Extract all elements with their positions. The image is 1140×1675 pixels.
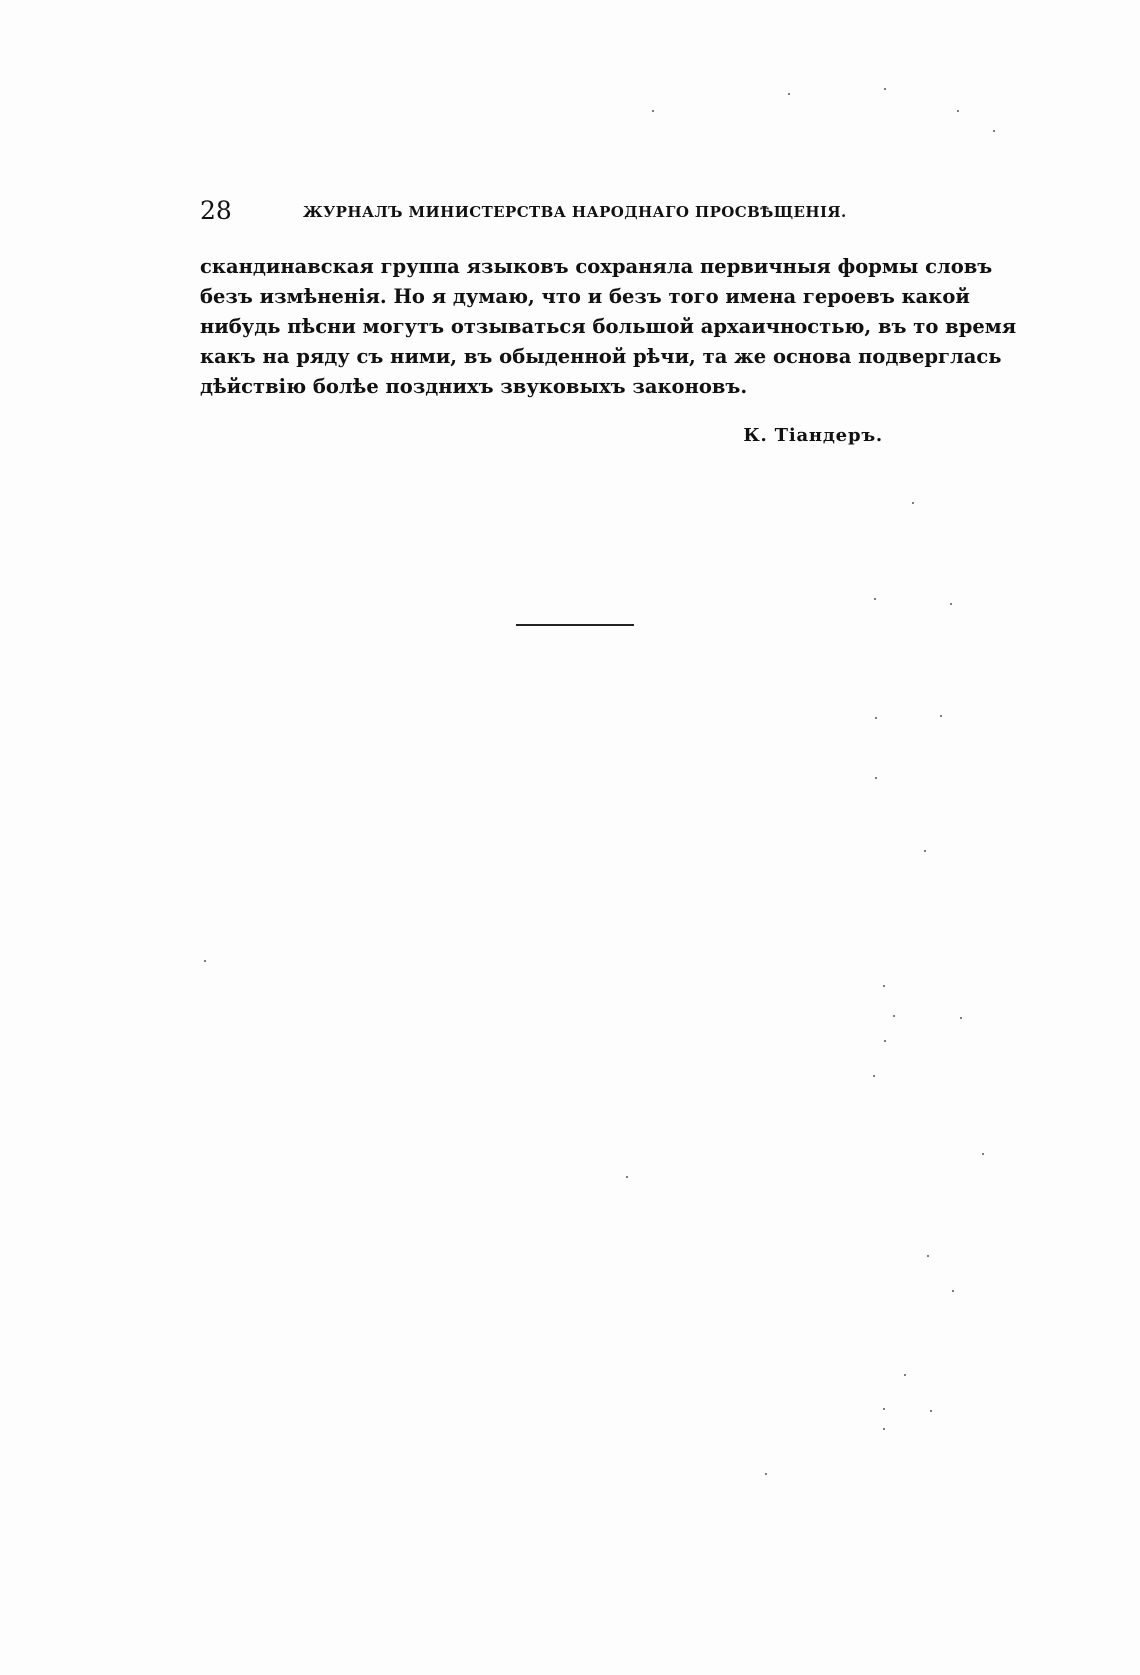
text-line: нибудь пѣсни могутъ отзываться большой архаичностью, въ то время — [200, 315, 1017, 338]
scan-speck — [950, 603, 952, 605]
scan-speck — [873, 1075, 875, 1077]
scan-speck — [765, 1473, 767, 1475]
text-line: какъ на ряду съ ними, въ обыденной рѣчи, та же основа подверглась — [200, 345, 1002, 368]
scan-speck — [883, 1428, 885, 1430]
scan-speck — [626, 1176, 628, 1178]
scan-speck — [912, 502, 914, 504]
scan-speck — [924, 850, 926, 852]
scan-speck — [940, 715, 942, 717]
body-paragraph — [200, 252, 1017, 402]
section-end-rule — [516, 624, 634, 626]
scan-speck — [904, 1374, 906, 1376]
scan-speck — [875, 777, 877, 779]
running-head — [200, 196, 945, 230]
scan-speck — [982, 1153, 984, 1155]
scan-speck — [883, 985, 885, 987]
text-line: дѣйствію болѣе позднихъ звуковыхъ законовъ. — [200, 375, 748, 398]
scan-speck — [874, 598, 876, 600]
scan-speck — [960, 1017, 962, 1019]
scan-speck — [204, 960, 206, 962]
journal-title: ЖУРНАЛЪ МИНИСТЕРСТВА НАРОДНАГО ПРОСВѢЩЕНІЯ. — [303, 203, 847, 221]
scan-speck — [993, 130, 995, 132]
scan-speck — [875, 717, 877, 719]
text-line: безъ измѣненія. Но я думаю, что и безъ того имена героевъ какой — [200, 285, 970, 308]
scan-speck — [952, 1290, 954, 1292]
scan-speck — [893, 1015, 895, 1017]
scan-speck — [788, 93, 790, 95]
scan-speck — [883, 1408, 885, 1410]
author-signature: К. Тіандеръ. — [743, 425, 883, 446]
scan-speck — [957, 110, 959, 112]
scan-speck — [930, 1410, 932, 1412]
scan-speck — [884, 1040, 886, 1042]
scan-speck — [884, 88, 886, 90]
scan-speck — [652, 110, 654, 112]
page-number: 28 — [200, 196, 232, 225]
text-line: скандинавская группа языковъ сохраняла первичныя формы словъ — [200, 255, 993, 278]
scan-speck — [927, 1255, 929, 1257]
